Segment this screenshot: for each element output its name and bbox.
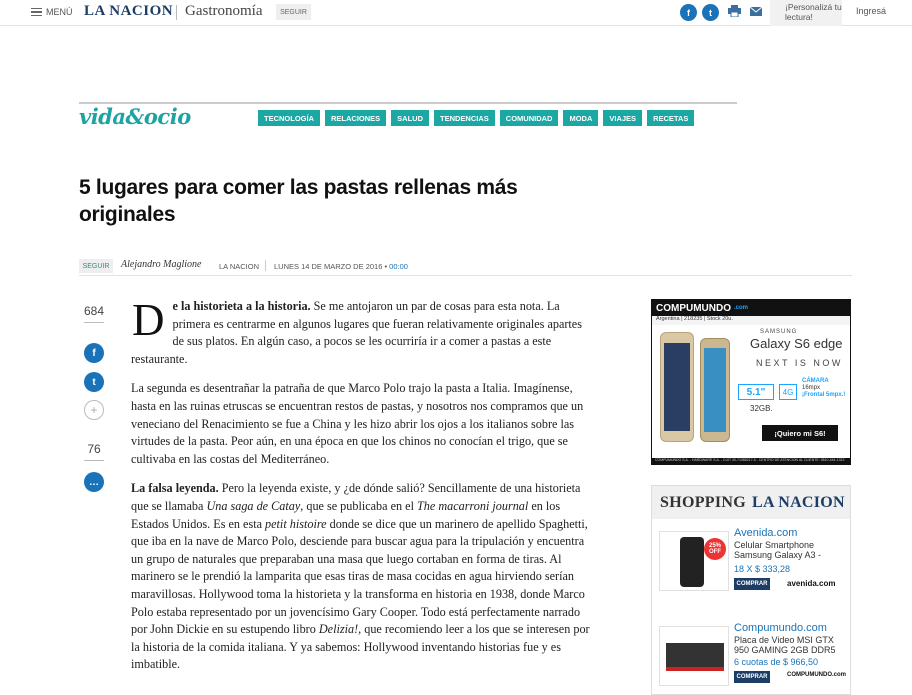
ad-screen: 5.1" bbox=[738, 384, 774, 400]
tab-tecnologia[interactable]: TECNOLOGÍA bbox=[258, 110, 320, 126]
comment-count: 76 bbox=[87, 442, 101, 456]
tab-salud[interactable]: SALUD bbox=[391, 110, 429, 126]
print-icon[interactable] bbox=[728, 5, 741, 17]
italic-text: The macarroni journal bbox=[417, 498, 529, 513]
shopping-title-b: LA NACION bbox=[751, 493, 845, 511]
login-link[interactable]: Ingresá bbox=[856, 6, 887, 16]
divider bbox=[84, 322, 104, 323]
paragraph-text: Se me antojaron un par de cosas para esta nota. La primera es centrarme en algunos lugares que fueran relativamente originales apartes de sus platos. En algún caso, a pocos se les ocurriría ir a comer a pastas a este restaurante. bbox=[131, 299, 582, 366]
more-share-icon[interactable]: + bbox=[84, 400, 104, 420]
shop-store[interactable]: Compumundo.com bbox=[734, 622, 827, 634]
ad-cta-button[interactable]: ¡Quiero mi S6! bbox=[762, 425, 838, 441]
shopping-title-a: SHOPPING bbox=[660, 493, 746, 511]
personalize-link[interactable]: ¡Personalizá tu lectura! bbox=[770, 0, 842, 26]
italic-text: Una saga de Catay bbox=[206, 498, 301, 513]
product-image bbox=[659, 531, 729, 591]
divider bbox=[176, 5, 177, 20]
shop-store[interactable]: Avenida.com bbox=[734, 527, 798, 539]
phone-image bbox=[700, 338, 730, 442]
mail-icon[interactable] bbox=[750, 7, 762, 16]
ad-brand-text: COMPUMUNDO bbox=[656, 302, 731, 314]
follow-author-button[interactable]: SEGUIR bbox=[79, 259, 113, 273]
ad-network: 4G bbox=[779, 384, 797, 400]
paragraph-1 bbox=[131, 295, 596, 368]
facebook-icon[interactable]: f bbox=[680, 4, 697, 21]
product-image bbox=[659, 626, 729, 686]
italic-text: Delizia! bbox=[318, 622, 359, 637]
tab-comunidad[interactable]: COMUNIDAD bbox=[500, 110, 559, 126]
phone-image bbox=[680, 537, 704, 587]
merchant-logo: COMPUMUNDO.com bbox=[787, 672, 847, 678]
shopping-title bbox=[652, 486, 850, 519]
tab-recetas[interactable]: RECETAS bbox=[647, 110, 694, 126]
ad-model: Galaxy S6 edge bbox=[750, 336, 843, 351]
shopping-widget bbox=[651, 485, 851, 695]
section-title[interactable]: Gastronomía bbox=[185, 3, 263, 19]
share-count: 684 bbox=[83, 304, 105, 318]
comment-icon[interactable]: … bbox=[84, 472, 104, 492]
date-text: LUNES 14 DE MARZO DE 2016 bbox=[274, 262, 383, 271]
menu-button[interactable] bbox=[31, 5, 73, 19]
italic-text: petit histoire bbox=[265, 516, 327, 531]
ad-storage: 32GB. bbox=[750, 404, 773, 413]
ad-camera-front: ¡Frontal 5mpx.! bbox=[802, 392, 846, 398]
shop-price: 6 cuotas de $ 966,50 bbox=[734, 657, 819, 667]
paragraph-3 bbox=[131, 480, 596, 674]
ad-brand bbox=[652, 300, 850, 316]
merchant-logo: avenida.com bbox=[787, 579, 836, 588]
article-source: LA NACION bbox=[219, 262, 260, 271]
menu-label: MENÚ bbox=[46, 7, 73, 17]
shop-desc: Celular Smartphone Samsung Galaxy A3 - bbox=[734, 540, 822, 560]
ad-legal: COMPUMUNDO S.A. - HARDWARE S.A. - CUIT 30-71086217-5 - CENTRO DE ATENCIÓN AL CLIENTE: 0810-444-1313 bbox=[652, 458, 850, 464]
paragraph-text: , que recomiendo leer a los que se interesen por la historia de la comida italiana. Y ya sabemos: Hollywood inventando historias fue y es imbatible. bbox=[131, 622, 590, 672]
ad-maker: SAMSUNG bbox=[760, 329, 798, 335]
follow-section-button[interactable]: SEGUIR bbox=[276, 4, 311, 20]
shopping-item[interactable] bbox=[657, 527, 847, 597]
phone-image bbox=[660, 332, 694, 442]
twitter-share-icon[interactable]: t bbox=[84, 372, 104, 392]
time-text: 00:00 bbox=[389, 262, 408, 271]
gpu-image bbox=[666, 643, 724, 671]
ad-camera bbox=[802, 378, 845, 399]
divider bbox=[84, 460, 104, 461]
brand-logo[interactable]: LA NACION bbox=[84, 3, 174, 19]
buy-button[interactable]: COMPRAR bbox=[734, 578, 770, 590]
author-name[interactable]: Alejandro Maglione bbox=[121, 259, 202, 270]
dropcap: D bbox=[132, 295, 165, 345]
article-body bbox=[131, 295, 596, 686]
ad-banner[interactable] bbox=[651, 299, 851, 465]
ad-camera-main: 16mpx bbox=[802, 385, 821, 391]
paragraph-text: Pero la leyenda existe, y ¿de dónde salió? Sencillamente de una historieta que se llamaba bbox=[131, 481, 581, 513]
ad-brand-suffix: .com bbox=[734, 305, 749, 311]
article-date: LUNES 14 DE MARZO DE 2016 • 00:00 bbox=[274, 262, 408, 271]
lead-text: e la historieta a la historia. bbox=[172, 299, 311, 313]
channel-logo[interactable]: vida&ocio bbox=[79, 104, 191, 129]
channel-tabs bbox=[258, 110, 694, 126]
paragraph-text: donde se dice que un marinero de apellido Spaghetti, que iba en la nave de Marco Polo, desciende para buscar agua para la tripulación y encuentra un grupo de naturales que preparaban una masa que luego cortaban en forma de tiras. Al marinero se le prendió la lamparita que esas tiras de masa cocidas en agua hirviendo serían maravillosas. Hollywood toma la historieta y la transforma en historia en 1938, donde Marco Polo estaba representado por un jovencísimo Gary Cooper. Todo está perfectamente narrado por John Dickie en su estupendo libro bbox=[131, 516, 588, 637]
paragraph-text: en los Estados Unidos. Es en esta bbox=[131, 498, 561, 531]
hamburger-icon bbox=[31, 8, 42, 16]
article-title: 5 lugares para comer las pastas rellenas más originales bbox=[79, 176, 518, 226]
divider bbox=[265, 260, 266, 271]
tab-moda[interactable]: MODA bbox=[563, 110, 598, 126]
lead-text: La falsa leyenda. bbox=[131, 481, 219, 496]
buy-button[interactable]: COMPRAR bbox=[734, 671, 770, 683]
tab-tendencias[interactable]: TENDENCIAS bbox=[434, 110, 495, 126]
shop-desc: Placa de Video MSI GTX 950 GAMING 2GB DDR5 bbox=[734, 635, 836, 655]
ad-store-info: Argentina | 218235 | Stock 20u. bbox=[652, 316, 850, 325]
ad-tagline: NEXT IS NOW bbox=[756, 358, 843, 368]
tab-relaciones[interactable]: RELACIONES bbox=[325, 110, 386, 126]
twitter-icon[interactable]: t bbox=[702, 4, 719, 21]
ad-camera-label: CÁMARA bbox=[802, 378, 829, 384]
shop-price: 18 X $ 333,28 bbox=[734, 564, 791, 574]
facebook-share-icon[interactable]: f bbox=[84, 343, 104, 363]
paragraph-text: , que se publicaba en el bbox=[300, 498, 418, 513]
tab-viajes[interactable]: VIAJES bbox=[603, 110, 642, 126]
byline bbox=[79, 259, 852, 276]
shopping-item[interactable] bbox=[657, 622, 847, 692]
discount-badge: 25% OFF bbox=[704, 538, 726, 560]
paragraph-2: La segunda es desentrañar la patraña de que Marco Polo trajo la pasta a Italia. Imagínense, hasta en las ruinas etruscas se encuentran restos de pastas, y nosotros nos compramos que un veneciano del Renacimiento se fue a China y les hizo abrir los ojos a los italianos sobre las virtudes de la pasta. Peor aún, en una época en que los chinos no conocían el trigo, que se cultivaba en las costas del Mediterráneo. bbox=[131, 381, 584, 466]
top-bar bbox=[0, 0, 912, 26]
